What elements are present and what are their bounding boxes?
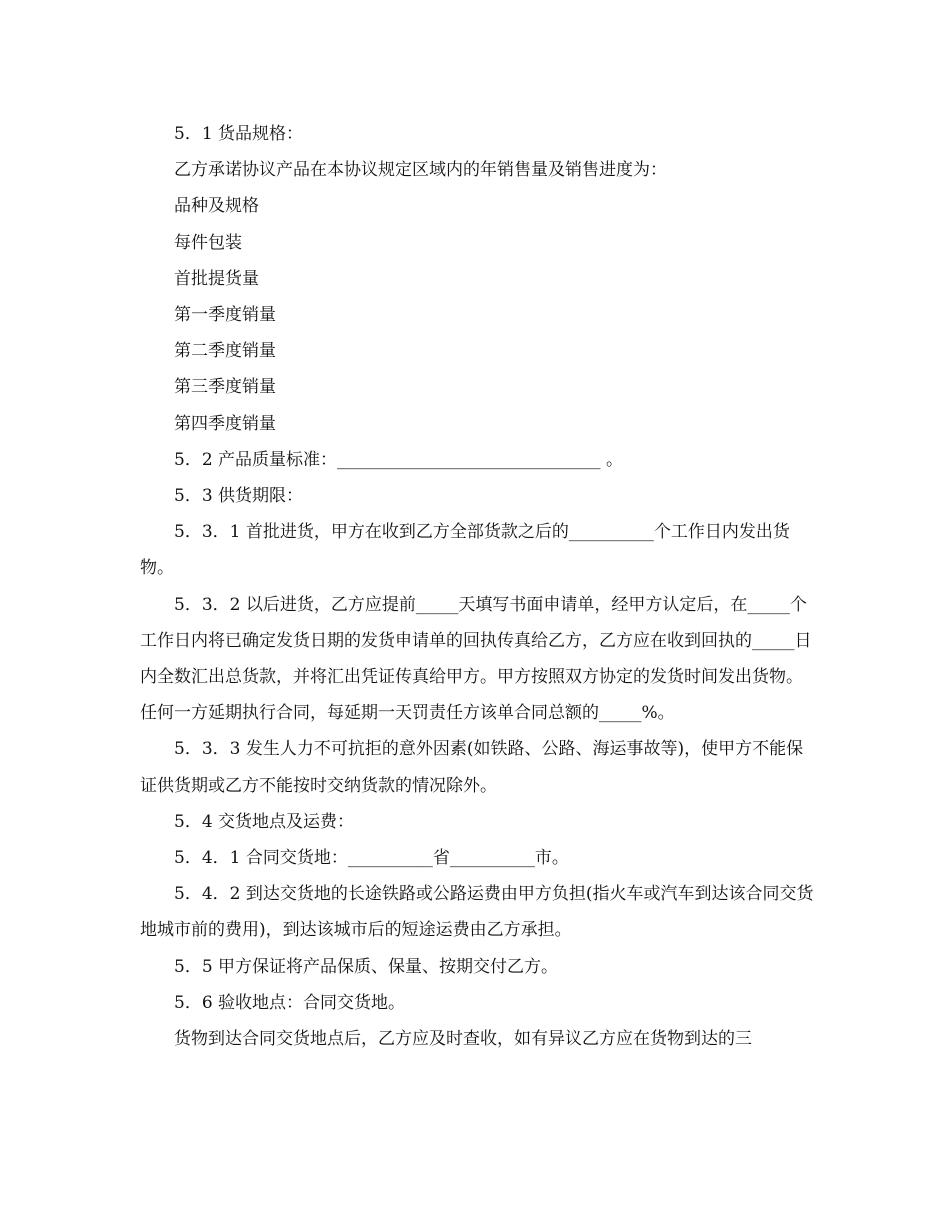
spec-item-variety: 品种及规格: [174, 196, 259, 217]
clause-5-3-2: 5．3．2 以后进货，乙方应提前_____天填写书面申请单，经甲方认定后，在_____个工作日内将已确定发货日期的发货申请单的回执传真给乙方，乙方应在收到回执的_____日内全数汇出总货款，并将汇出凭证传真给甲方。甲方按照双方协定的发货时间发出货物。任何一方延期执行合同，每延期一天罚责任方该单合同总额的_____%。: [140, 594, 812, 724]
spec-item-q2-sales: 第二季度销量: [174, 341, 276, 362]
clause-5-4-2: 5．4．2 到达交货地的长途铁路或公路运费由甲方负担(指火车或汽车到达该合同交货地城市前的费用)，到达该城市后的短途运费由乙方承担。: [140, 884, 814, 941]
clause-5-3-1: 5．3．1 首批进货，甲方在收到乙方全部货款之后的__________个工作日内发出货物。: [140, 522, 790, 579]
clause-5-4-heading: 5．4 交货地点及运费：: [174, 811, 355, 832]
clause-5-1-heading: 5．1 货品规格：: [174, 124, 304, 144]
acceptance-text: 货物到达合同交货地点后，乙方应及时查收，如有异议乙方应在货物到达的三: [174, 1029, 752, 1050]
sales-commitment-text: 乙方承诺协议产品在本协议规定区域内的年销售量及销售进度为：: [174, 160, 667, 181]
clause-5-3-heading: 5．3 供货期限：: [174, 486, 304, 507]
spec-item-packaging: 每件包装: [174, 232, 242, 253]
spec-item-q4-sales: 第四季度销量: [174, 413, 276, 434]
spec-item-q3-sales: 第三季度销量: [174, 377, 276, 398]
clause-5-4-1: 5．4．1 合同交货地：__________省__________市。: [174, 848, 569, 869]
clause-5-2-quality-standard: 5．2 产品质量标准：_______________________________ 。: [174, 449, 623, 470]
spec-item-q1-sales: 第一季度销量: [174, 305, 276, 326]
clause-5-6: 5．6 验收地点：合同交货地。: [174, 992, 406, 1013]
spec-item-first-batch: 首批提货量: [174, 268, 259, 289]
document-body: [140, 116, 815, 1057]
clause-5-5: 5．5 甲方保证将产品保质、保量、按期交付乙方。: [174, 956, 559, 977]
clause-5-3-3: 5．3．3 发生人力不可抗拒的意外因素(如铁路、公路、海运事故等)，使甲方不能保证供货期或乙方不能按时交纳货款的情况除外。: [140, 739, 804, 796]
